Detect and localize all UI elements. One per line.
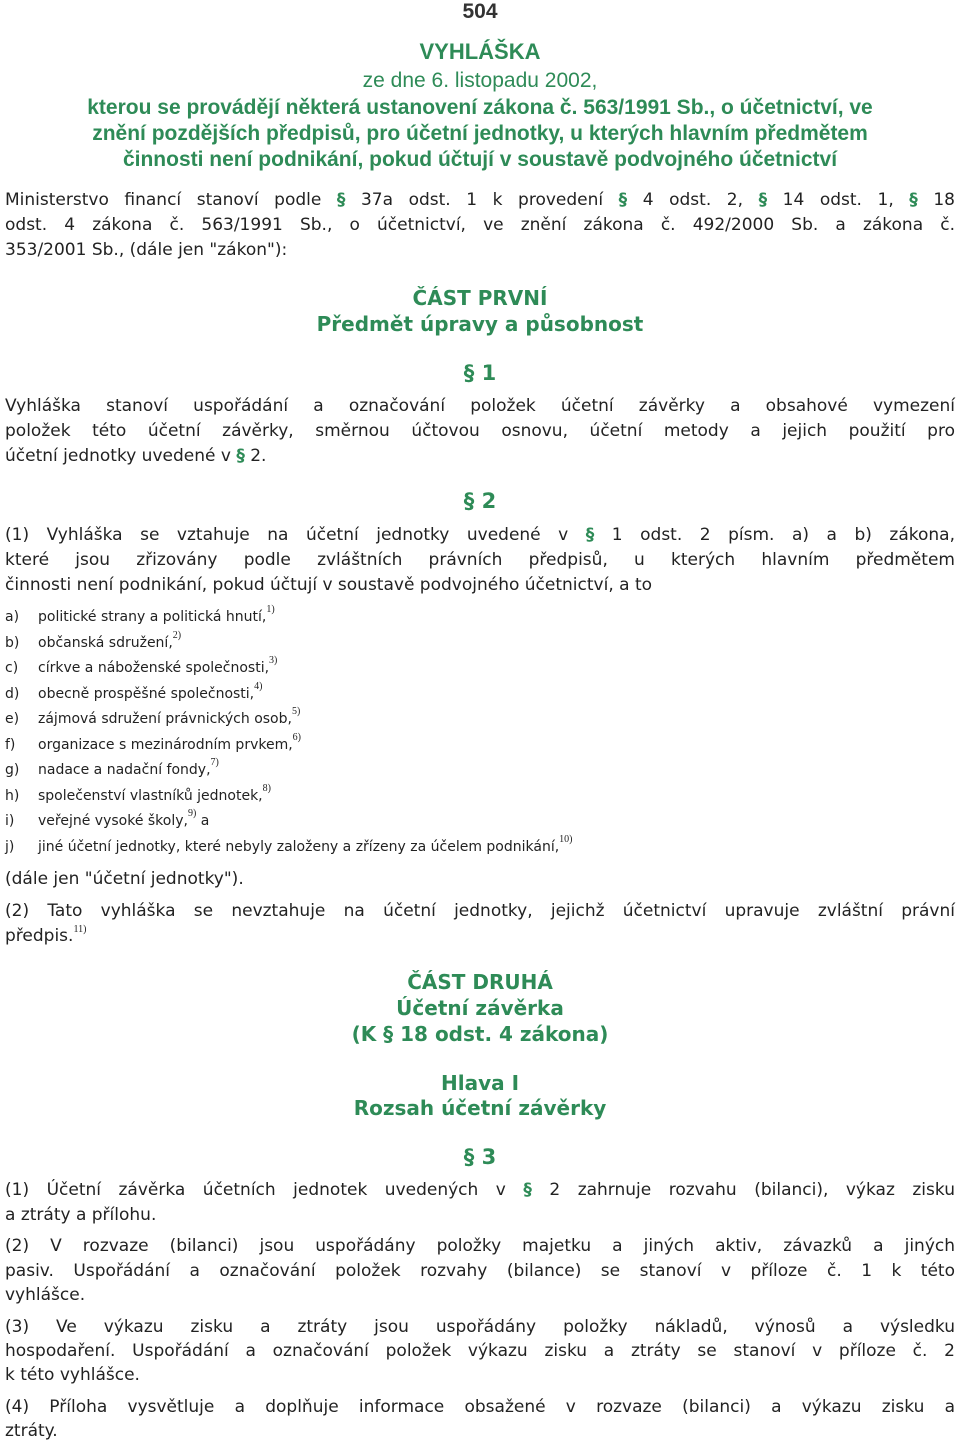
footnote-ref: 7) — [210, 757, 219, 768]
list-item — [5, 681, 263, 703]
list-item — [5, 706, 301, 728]
footnote-ref: 5) — [291, 706, 301, 717]
list-text: politické strany a politická hnutí, — [38, 609, 267, 625]
section-sign: § — [336, 190, 346, 210]
after-list-text: (dále jen "účetní jednotky"). — [5, 869, 244, 889]
section-sign: § — [236, 446, 245, 466]
list-item — [5, 783, 271, 805]
list-text: nadace a nadační fondy, — [38, 762, 211, 778]
list-item — [5, 655, 278, 677]
list-text: obecně prospěšné společnosti, — [38, 686, 255, 702]
section-1-label: § 1 — [463, 361, 497, 385]
footnote-ref: 6) — [292, 732, 302, 743]
section-3-line: vyhlášce. — [5, 1285, 86, 1305]
section-3-line: hospodaření. Uspořádání a označování položek výkazu zisku a ztráty se stanoví v příloze č. 2 — [5, 1341, 955, 1361]
footnote-ref: 1) — [266, 604, 275, 615]
list-letter: c) — [5, 660, 19, 676]
part-subheading: Předmět úpravy a působnost — [316, 312, 644, 336]
part-subheading: Účetní závěrka — [396, 996, 564, 1020]
decree-title: VYHLÁŠKA — [419, 39, 541, 64]
section-1-line: Vyhláška stanoví uspořádání a označování položek účetní závěrky a obsahové vymezení — [5, 396, 955, 416]
list-item — [5, 757, 219, 779]
list-letter: b) — [5, 635, 20, 651]
section-1-line: účetní jednotky uvedené v § 2. — [5, 446, 267, 466]
list-item — [5, 834, 573, 856]
list-letter: h) — [5, 788, 20, 804]
section-sign: § — [909, 190, 918, 210]
part-heading: ČÁST PRVNÍ — [412, 286, 548, 310]
chapter-label: Hlava I — [440, 1071, 520, 1095]
part-heading: ČÁST DRUHÁ — [407, 970, 553, 994]
list-text: občanská sdružení, — [38, 635, 173, 651]
section-2-para2-line: (2) Tato vyhláška se nevztahuje na účetní jednotky, jejichž účetnictví upravuje zvláštní právní — [5, 901, 955, 921]
section-2-para1-line: činnosti není podnikání, pokud účtují v soustavě podvojného účetnictví, a to — [5, 575, 653, 595]
section-2-para2-line — [5, 924, 955, 948]
footnote-ref: 3) — [269, 655, 278, 666]
list-item — [5, 808, 210, 830]
section-3-line: (3) Ve výkazu zisku a ztráty jsou uspořádány položky nákladů, výnosů a výsledku — [5, 1317, 955, 1337]
para2-text: předpis. — [5, 926, 74, 946]
footnote-ref: 9) — [187, 808, 197, 819]
footnote-ref: 8) — [262, 783, 271, 794]
section-sign: § — [758, 190, 768, 210]
page-number: 504 — [462, 0, 498, 23]
list-letter: g) — [5, 762, 20, 778]
chapter-title: Rozsah účetní závěrky — [353, 1096, 607, 1120]
section-3-line: pasiv. Uspořádání a označování položek rozvahy (bilance) se stanoví v příloze č. 1 k této — [5, 1261, 955, 1281]
list-text: veřejné vysoké školy, — [38, 813, 188, 829]
list-item — [5, 604, 275, 626]
footnote-ref: 11) — [73, 924, 87, 935]
preamble-line: Ministerstvo financí stanoví podle § 37a odst. 1 k provedení § 4 odst. 2, § 14 odst. 1, § 18 — [5, 190, 955, 210]
part-reference: (K § 18 odst. 4 zákona) — [351, 1022, 609, 1046]
section-2-para1-line: (1) Vyhláška se vztahuje na účetní jednotky uvedené v § 1 odst. 2 písm. a) a b) zákona, — [5, 525, 955, 545]
list-letter: f) — [5, 737, 16, 753]
section-3-line: ztráty. — [5, 1421, 58, 1441]
list-text: zájmová sdružení právnických osob, — [38, 711, 292, 727]
list-text: jiné účetní jednotky, které nebyly založeny a zřízeny za účelem podnikání, — [38, 839, 560, 855]
list-item — [5, 732, 302, 754]
list-text: organizace s mezinárodním prvkem, — [38, 737, 293, 753]
footnote-ref: 10) — [559, 834, 573, 845]
section-3-line: (2) V rozvaze (bilanci) jsou uspořádány položky majetku a jiných aktiv, závazků a jiných — [5, 1236, 955, 1256]
section-sign: § — [585, 525, 595, 545]
list-letter: a) — [5, 609, 20, 625]
section-2-para1-line: které jsou zřizovány podle zvláštních právních předpisů, u kterých hlavním předmětem — [5, 550, 955, 570]
section-3-line: (4) Příloha vysvětluje a doplňuje informace obsažené v rozvaze (bilanci) a výkazu zisku a — [5, 1397, 955, 1417]
list-item — [5, 630, 182, 652]
footnote-ref: 4) — [254, 681, 263, 692]
preamble-line: odst. 4 zákona č. 563/1991 Sb., o účetnictví, ve znění zákona č. 492/2000 Sb. a zákona č. — [5, 215, 955, 235]
decree-subject-line: činnosti není podnikání, pokud účtují v soustavě podvojného účetnictví — [122, 148, 838, 171]
decree-date: ze dne 6. listopadu 2002, — [362, 69, 598, 92]
section-2-label: § 2 — [463, 489, 497, 513]
list-letter: d) — [5, 686, 20, 702]
list-tail: a — [196, 813, 210, 829]
section-3-line: a ztráty a přílohu. — [5, 1205, 157, 1225]
decree-subject-line: kterou se provádějí některá ustanovení zákona č. 563/1991 Sb., o účetnictví, ve — [87, 96, 873, 119]
section-sign: § — [523, 1180, 532, 1200]
section-3-line: k této vyhlášce. — [5, 1365, 140, 1385]
section-3-line: (1) Účetní závěrka účetních jednotek uvedených v § 2 zahrnuje rozvahu (bilanci), výkaz zisku — [5, 1180, 955, 1200]
decree-subject-line: znění pozdějších předpisů, pro účetní jednotky, u kterých hlavním předmětem — [92, 122, 868, 145]
list-letter: j) — [5, 839, 15, 855]
list-letter: i) — [5, 813, 15, 829]
list-letter: e) — [5, 711, 20, 727]
footnote-ref: 2) — [172, 630, 182, 641]
section-3-label: § 3 — [463, 1145, 497, 1169]
section-sign: § — [618, 190, 628, 210]
section-1-line: položek této účetní závěrky, směrnou účtovou osnovu, účetní metody a jejich použití pro — [5, 421, 955, 441]
list-text: společenství vlastníků jednotek, — [38, 788, 263, 804]
preamble-line: 353/2001 Sb., (dále jen "zákon"): — [5, 240, 288, 260]
list-text: církve a náboženské společnosti, — [38, 660, 270, 676]
